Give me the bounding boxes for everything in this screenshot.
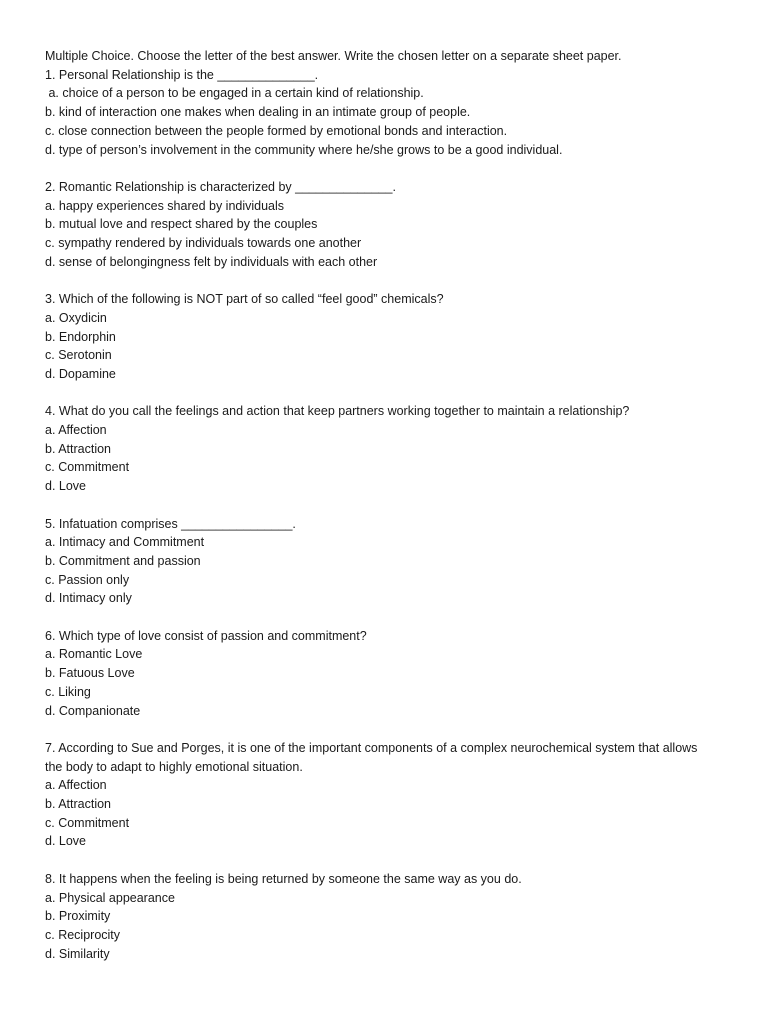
choice-a: a. Physical appearance bbox=[45, 890, 175, 905]
question-stem-continued: the body to adapt to highly emotional situation. bbox=[45, 759, 303, 774]
choice-d: d. sense of belongingness felt by individuals with each other bbox=[45, 254, 378, 269]
question-stem: 4. What do you call the feelings and action that keep partners working together to maintain a relationship? bbox=[45, 404, 630, 419]
choice-d: d. type of person’s involvement in the community where he/she grows to be a good individual. bbox=[45, 142, 563, 157]
choice-a: a. choice of a person to be engaged in a certain kind of relationship. bbox=[45, 86, 424, 101]
choice-a: a. happy experiences shared by individuals bbox=[45, 198, 285, 213]
choice-d: d. Dopamine bbox=[45, 366, 116, 381]
choice-a: a. Affection bbox=[45, 423, 107, 438]
question-6 bbox=[45, 627, 735, 721]
choice-c: c. Commitment bbox=[45, 815, 130, 830]
question-2 bbox=[45, 178, 735, 272]
choice-d: d. Companionate bbox=[45, 703, 141, 718]
question-5 bbox=[45, 515, 735, 609]
question-stem: 1. Personal Relationship is the ______________. bbox=[45, 67, 319, 82]
choice-a: a. Intimacy and Commitment bbox=[45, 535, 205, 550]
question-stem: 3. Which of the following is NOT part of so called “feel good” chemicals? bbox=[45, 292, 444, 307]
question-stem: 2. Romantic Relationship is characterized by ______________. bbox=[45, 179, 396, 194]
choice-d: d. Intimacy only bbox=[45, 591, 132, 606]
question-stem: 8. It happens when the feeling is being returned by someone the same way as you do. bbox=[45, 871, 522, 886]
question-4 bbox=[45, 402, 735, 496]
choice-c: c. Serotonin bbox=[45, 348, 112, 363]
choice-c: c. Passion only bbox=[45, 572, 130, 587]
choice-c: c. Liking bbox=[45, 684, 91, 699]
question-stem: 7. According to Sue and Porges, it is one of the important components of a complex neurochemical system that allows bbox=[45, 740, 698, 755]
question-stem: 6. Which type of love consist of passion and commitment? bbox=[45, 628, 367, 643]
choice-d: d. Love bbox=[45, 834, 87, 849]
choice-a: a. Affection bbox=[45, 778, 107, 793]
choice-d: d. Love bbox=[45, 479, 87, 494]
choice-b: b. Attraction bbox=[45, 797, 112, 812]
question-3 bbox=[45, 290, 735, 384]
choice-b: b. kind of interaction one makes when dealing in an intimate group of people. bbox=[45, 105, 471, 120]
document-page bbox=[45, 47, 735, 982]
choice-c: c. sympathy rendered by individuals towards one another bbox=[45, 236, 362, 251]
choice-b: b. Commitment and passion bbox=[45, 553, 201, 568]
question-stem: 5. Infatuation comprises ________________. bbox=[45, 516, 296, 531]
choice-c: c. close connection between the people formed by emotional bonds and interaction. bbox=[45, 123, 508, 138]
choice-c: c. Reciprocity bbox=[45, 927, 121, 942]
question-1 bbox=[45, 66, 735, 160]
choice-c: c. Commitment bbox=[45, 460, 130, 475]
choice-b: b. Proximity bbox=[45, 909, 111, 924]
choice-a: a. Oxydicin bbox=[45, 310, 107, 325]
choice-b: b. Attraction bbox=[45, 441, 112, 456]
choice-d: d. Similarity bbox=[45, 946, 110, 961]
instructions-text: Multiple Choice. Choose the letter of the best answer. Write the chosen letter on a separate sheet paper. bbox=[45, 49, 622, 63]
choice-a: a. Romantic Love bbox=[45, 647, 143, 662]
choice-b: b. Endorphin bbox=[45, 329, 116, 344]
choice-b: b. Fatuous Love bbox=[45, 666, 135, 681]
question-8 bbox=[45, 870, 735, 964]
question-7 bbox=[45, 739, 735, 851]
choice-b: b. mutual love and respect shared by the couples bbox=[45, 217, 318, 232]
